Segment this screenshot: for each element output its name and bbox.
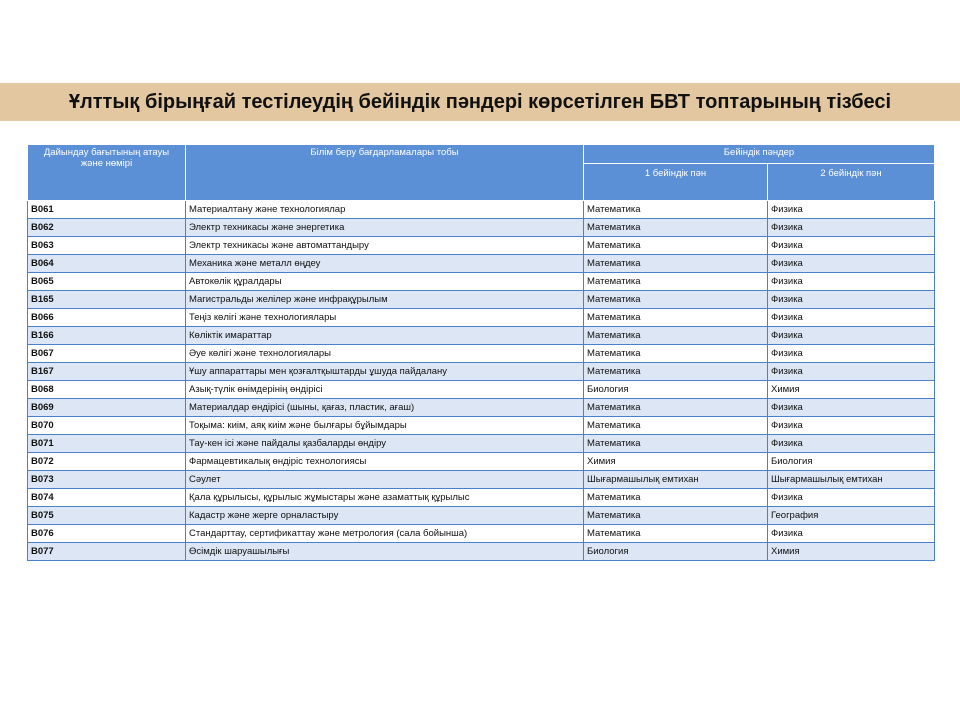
header-program-group: Білім беру бағдарламалары тобы [186,145,584,201]
cell-code: B067 [28,345,186,363]
cell-subject-1: Шығармашылық емтихан [584,471,768,489]
cell-code: B167 [28,363,186,381]
cell-program-name: Материалдар өндірісі (шыны, қағаз, пластик, ағаш) [186,399,584,417]
cell-program-name: Көліктік имараттар [186,327,584,345]
cell-subject-2: Химия [768,381,935,399]
table-row [28,363,935,381]
cell-subject-2: Шығармашылық емтихан [768,471,935,489]
cell-subject-2: Физика [768,435,935,453]
cell-program-name: Механика және металл өңдеу [186,255,584,273]
cell-code: B166 [28,327,186,345]
cell-program-name: Стандарттау, сертификаттау және метрология (сала бойынша) [186,525,584,543]
cell-subject-2: Физика [768,255,935,273]
header-subject-2: 2 бейіндік пән [768,164,935,201]
cell-program-name: Ұшу аппараттары мен қозғалтқыштарды ұшуда пайдалану [186,363,584,381]
cell-code: B076 [28,525,186,543]
cell-subject-1: Биология [584,381,768,399]
cell-subject-2: Физика [768,273,935,291]
table-row [28,489,935,507]
cell-subject-2: Физика [768,525,935,543]
table-row [28,381,935,399]
table-row [28,219,935,237]
cell-subject-2: Биология [768,453,935,471]
cell-subject-1: Математика [584,309,768,327]
table-row [28,453,935,471]
cell-code: B069 [28,399,186,417]
table-body [28,201,935,561]
cell-code: B065 [28,273,186,291]
cell-subject-2: Физика [768,363,935,381]
cell-subject-2: Физика [768,291,935,309]
cell-program-name: Электр техникасы және энергетика [186,219,584,237]
cell-subject-1: Математика [584,219,768,237]
cell-subject-1: Математика [584,255,768,273]
table-row [28,237,935,255]
cell-program-name: Материалтану және технологиялар [186,201,584,219]
cell-subject-1: Математика [584,201,768,219]
title-band [0,83,960,121]
subjects-table [27,144,935,561]
table-row [28,507,935,525]
table-row [28,255,935,273]
cell-subject-1: Математика [584,489,768,507]
header-subject-1: 1 бейіндік пән [584,164,768,201]
cell-subject-1: Математика [584,525,768,543]
table-row [28,309,935,327]
cell-subject-2: Химия [768,543,935,561]
cell-subject-1: Математика [584,291,768,309]
cell-code: B072 [28,453,186,471]
cell-code: B063 [28,237,186,255]
cell-code: B062 [28,219,186,237]
cell-code: B071 [28,435,186,453]
page-title: Ұлттық бірыңғай тестілеудің бейіндік пәндері көрсетілген БВТ топтарының тізбесі [68,90,892,113]
cell-program-name: Теңіз көлігі және технологиялары [186,309,584,327]
cell-subject-1: Математика [584,237,768,255]
cell-program-name: Тоқыма: киім, аяқ киім және былғары бұйымдары [186,417,584,435]
table-row [28,345,935,363]
cell-subject-1: Математика [584,273,768,291]
cell-subject-1: Математика [584,399,768,417]
header-profile-subjects: Бейіндік пәндер [584,145,935,164]
cell-code: B074 [28,489,186,507]
cell-program-name: Магистральды желілер және инфрақұрылым [186,291,584,309]
table-row [28,327,935,345]
cell-program-name: Автокөлік құралдары [186,273,584,291]
cell-subject-2: Физика [768,489,935,507]
header-direction: Дайындау бағытының атауы және нөмірі [28,145,186,201]
table-row [28,273,935,291]
cell-program-name: Тау-кен ісі және пайдалы қазбаларды өндіру [186,435,584,453]
table-row [28,471,935,489]
cell-program-name: Фармацевтикалық өндіріс технологиясы [186,453,584,471]
cell-program-name: Әуе көлігі және технологиялары [186,345,584,363]
table-row [28,201,935,219]
table-row [28,525,935,543]
cell-program-name: Қала құрылысы, құрылыс жұмыстары және азаматтық құрылыс [186,489,584,507]
cell-code: B066 [28,309,186,327]
cell-program-name: Сәулет [186,471,584,489]
cell-code: B165 [28,291,186,309]
cell-code: B077 [28,543,186,561]
cell-subject-2: Физика [768,201,935,219]
cell-subject-1: Математика [584,327,768,345]
cell-subject-2: Физика [768,399,935,417]
cell-code: B073 [28,471,186,489]
cell-subject-2: Физика [768,417,935,435]
cell-code: B061 [28,201,186,219]
cell-subject-2: География [768,507,935,525]
cell-subject-1: Математика [584,435,768,453]
cell-code: B068 [28,381,186,399]
table-row [28,543,935,561]
cell-subject-1: Химия [584,453,768,471]
cell-subject-2: Физика [768,237,935,255]
cell-subject-2: Физика [768,309,935,327]
cell-subject-1: Математика [584,345,768,363]
table-row [28,417,935,435]
cell-subject-1: Биология [584,543,768,561]
cell-program-name: Өсімдік шаруашылығы [186,543,584,561]
cell-program-name: Азық-түлік өнімдерінің өндірісі [186,381,584,399]
cell-subject-2: Физика [768,219,935,237]
cell-code: B070 [28,417,186,435]
table-row [28,291,935,309]
table-row [28,399,935,417]
table-row [28,435,935,453]
cell-subject-1: Математика [584,507,768,525]
cell-program-name: Кадастр және жерге орналастыру [186,507,584,525]
cell-subject-2: Физика [768,327,935,345]
cell-program-name: Электр техникасы және автоматтандыру [186,237,584,255]
cell-subject-1: Математика [584,417,768,435]
cell-code: B064 [28,255,186,273]
cell-subject-1: Математика [584,363,768,381]
cell-code: B075 [28,507,186,525]
cell-subject-2: Физика [768,345,935,363]
